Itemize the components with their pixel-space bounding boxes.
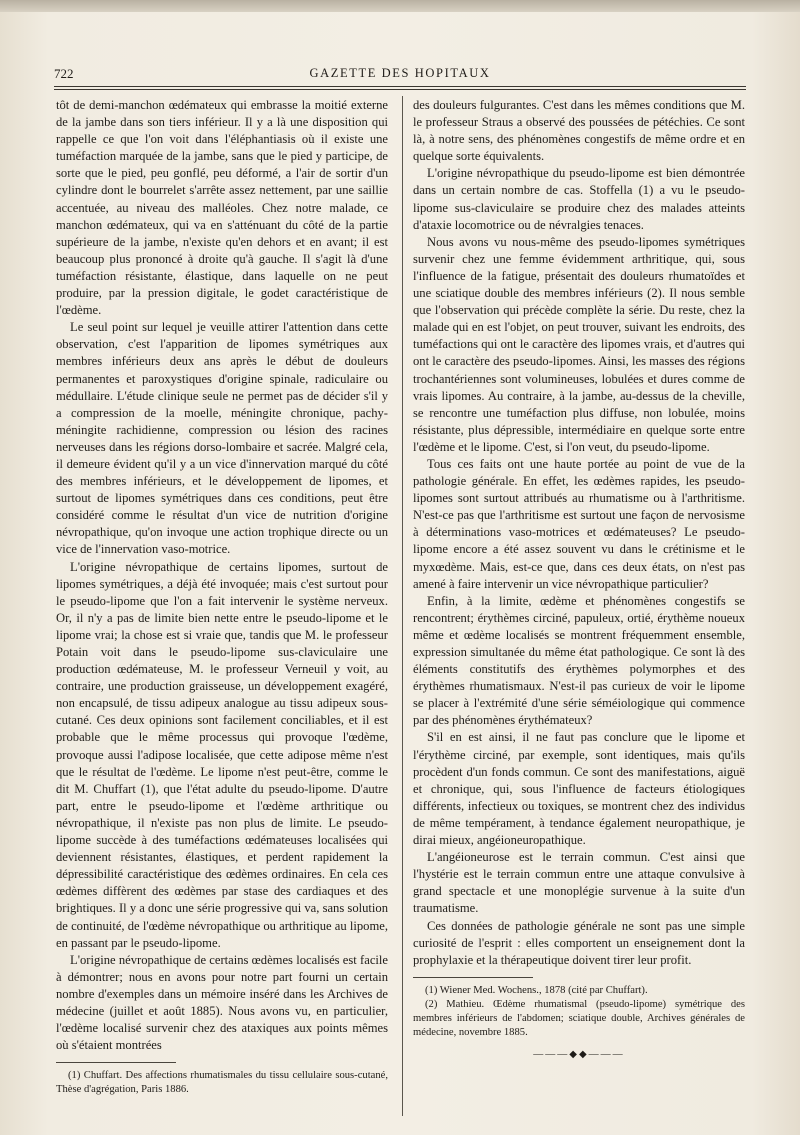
header-rule-top — [54, 86, 746, 87]
paragraph: L'origine névropathique du pseudo-lipome est bien démontrée dans un certain nombre de cas. Stoffella (1) a vu le pseudo-lipome sus-claviculaire se produire chez des malades atteints d'ataxie locomotrice ou de névralgies tenaces. — [413, 166, 745, 232]
paragraph: Ces données de pathologie générale ne sont pas une simple curiosité de l'esprit : elles comportent un enseignement dont la prophylaxie et la thérapeutique doivent tirer leur profit. — [413, 918, 745, 967]
right-column — [413, 97, 745, 1063]
running-title: GAZETTE DES HOPITAUX — [309, 66, 491, 80]
paragraph: Tous ces faits ont une haute portée au point de vue de la pathologie générale. En effet, les œdèmes rapides, les pseudo-lipomes sont surtout attribués au rhumatisme ou à l'arthritisme. N'est-ce pas que l'arthritisme est surtout une façon de nervosisme à déterminations vaso-motrices et œdémateuses? Le pseudo-lipome encore a été assez souvent vu dans le crétinisme et le myxœdème. Mais, est-ce que, dans ces deux états, on n'est pas amené à faire intervenir un vice névropathique particulier? — [413, 456, 745, 591]
paragraph: Le seul point sur lequel je veuille attirer l'attention dans cette observation, c'est l'apparition de lipomes symétriques aux membres inférieurs deux ans après le début de douleurs permanentes et paroxystiques d'origine spinale, radiculaire ou médullaire. L'étude clinique seule ne permet pas de décider s'il y a compression de la moelle, méningite chronique, pachy-méningite rachidienne, compression ou lésion des racines nerveuses dans les régions dorso-lombaire et sacrée. Malgré cela, il demeure évident qu'il y a un vice d'innervation marqué du côté des membres inférieurs, et le développement de lipomes, et surtout de lipomes symétriques dans ces conditions, peut être considéré comme le résultat d'un vice de nutrition d'origine névropathique, qu'on invoque une action trophique directe ou un vice de l'innervation vaso-motrice. — [56, 320, 388, 557]
footnote-rule — [56, 1062, 176, 1063]
footnote: (2) Mathieu. Œdème rhumatismal (pseudo-lipome) symétrique des membres inférieurs de l'abdomen; sciatique double, Archives générales de médecine, novembre 1885. — [413, 998, 745, 1038]
column-divider — [402, 96, 403, 1116]
footnotes — [413, 984, 745, 1040]
paragraph: L'origine névropathique de certains lipomes, surtout de lipomes symétriques, a déjà été invoquée; mais c'est surtout pour le pseudo-lipome que l'on a fait intervenir le système nerveux. Or, il n'y a pas de limite bien nette entre le pseudo-lipome et le lipome vrai; la chose est si vraie que, tandis que M. le professeur Potain voit dans le pseudo-lipome sus-claviculaire une production œdémateuse, M. le professeur Verneuil y voit, au contraire, une production graisseuse, un développement exagéré, non encapsulé, de tissu adipeux analogue au tissu adipeux sous-cutané. Ces deux opinions sont facilement conciliables, et il est probable que le même processus qui provoque l'œdème, provoque aussi l'adipose localisée, que cette adipose même n'est que le résultat de l'œdème. Le lipome n'est peut-être, comme le dit M. Chuffart (1), que l'état adulte du pseudo-lipome. D'autre part, entre le pseudo-lipome et l'œdème arthritique ou névropathique, il n'existe pas non plus de limite. Le pseudo-lipome succède à des tuméfactions œdémateuses localisées qui deviennent résistantes, élastiques, et perdent rapidement la dépressibilité caractéristique des œdèmes ordinaires. En cela ces œdèmes diffèrent des œdèmes par stase des cardiaques et des brightiques. Il y a donc une série progressive qui va, sans solution de continuité, de l'œdème névropathique ou arthritique au lipome, en passant par le pseudo-lipome. — [56, 559, 388, 950]
footnotes — [56, 1069, 388, 1097]
paragraph: L'origine névropathique de certains œdèmes localisés est facile à démontrer; nous en avons pour notre part fourni un certain nombre d'exemples dans un mémoire inséré dans les Archives de médecine (juillet et août 1885). Nous avons vu, en particulier, l'œdème localisé survenir chez des ataxiques aux points mêmes où s'étaient montrées — [56, 952, 388, 1053]
footnote: (1) Chuffart. Des affections rhumatismales du tissu cellulaire sous-cutané, Thèse d'agrégation, Paris 1886. — [56, 1070, 388, 1096]
footnote-rule — [413, 977, 533, 978]
page-number: 722 — [54, 66, 74, 81]
paragraph: des douleurs fulgurantes. C'est dans les mêmes conditions que M. le professeur Straus a observé des poussées de pétéchies. Ce sont là, à notre sens, des phénomènes congestifs de même ordre et en quelque sorte équivalents. — [413, 98, 745, 164]
page-top-edge — [0, 0, 800, 12]
paragraph: L'angéioneurose est le terrain commun. C'est ainsi que l'hystérie est le terrain commun entre une attaque convulsive à grand spectacle et une monoplégie survenue à la suite d'un traumatisme. — [413, 850, 745, 916]
left-column — [56, 97, 388, 1097]
paragraph: Enfin, à la limite, œdème et phénomènes congestifs se rencontrent; érythèmes circiné, papuleux, ortié, érythème noueux même et œdème localisés se montrent fréquemment ensemble, expression simultanée du même état pathologique. Ce sont là des éléments constitutifs des érythèmes polymorphes et des érythèmes rhumatismaux. N'est-il pas curieux de voir le lipome se placer à l'extrémité d'une série séméiologique qui commence par des phénomènes érythémateux? — [413, 593, 745, 728]
header-rule-bottom — [54, 89, 746, 90]
page-header — [54, 66, 746, 82]
end-ornament: ———◆◆——— — [533, 1048, 625, 1060]
paragraph: tôt de demi-manchon œdémateux qui embrasse la moitié externe de la jambe dans son tiers inférieur. Il y a là une disposition qui rappelle ce que l'on voit dans l'éléphantiasis où il existe une tuméfaction marquée de la jambe, sans que le pied y participe, de sorte que le pied, peu gonflé, peu déformé, a l'air de sortir d'un cylindre dont le bourrelet s'arrête assez nettement, par une saillie accentuée, au niveau des malléoles. Chez notre malade, ce manchon œdémateux, qui va en s'atténuant du côté de la partie supérieure de la jambe, n'existe qu'en dehors et en avant; il est beaucoup plus prononcé à droite qu'à gauche. Il s'agit là d'une tuméfaction résistante, élastique, dans laquelle on ne peut produire, par la pression digitale, le godet caractéristique de l'œdème. — [56, 98, 388, 318]
paragraph: Nous avons vu nous-même des pseudo-lipomes symétriques survenir chez une femme évidemment arthritique, qui, sous l'influence de la fatigue, présentait des douleurs rhumatoïdes et une sciatique double des membres inférieurs (2). Il nous semble que l'observation qui précède complète la série. Du reste, chez la malade qui en est l'objet, on peut trouver, suivant les endroits, des tuméfactions qui ont le caractère des lipomes vrais, et d'autres qui ont le caractère des pseudo-lipomes. Ainsi, les masses des régions trochantériennes sont volumineuses, lobulées et dures comme de vrais lipomes. Au contraire, à la jambe, au-dessus de la cheville, se rencontre une tuméfaction plus diffuse, non lobulée, moins résistante, plus dépressible, intermédiaire en quelque sorte entre l'œdème et le lipome. C'est, si l'on veut, du pseudo-lipome. — [413, 234, 745, 454]
footnote: (1) Wiener Med. Wochens., 1878 (cité par Chuffart). — [425, 984, 648, 996]
paragraph: S'il en est ainsi, il ne faut pas conclure que le lipome et l'érythème circiné, par exemple, sont identiques, mais qu'ils procèdent d'un fonds commun. Ce sont des manifestations, aiguë et chronique, qui, sous l'influence de facteurs étiologiques différents, infectieux ou toxiques, se montrent chez des individus de même tempérament, à tendance également neuropathique, je dirai mieux, angéioneuropathique. — [413, 730, 745, 848]
